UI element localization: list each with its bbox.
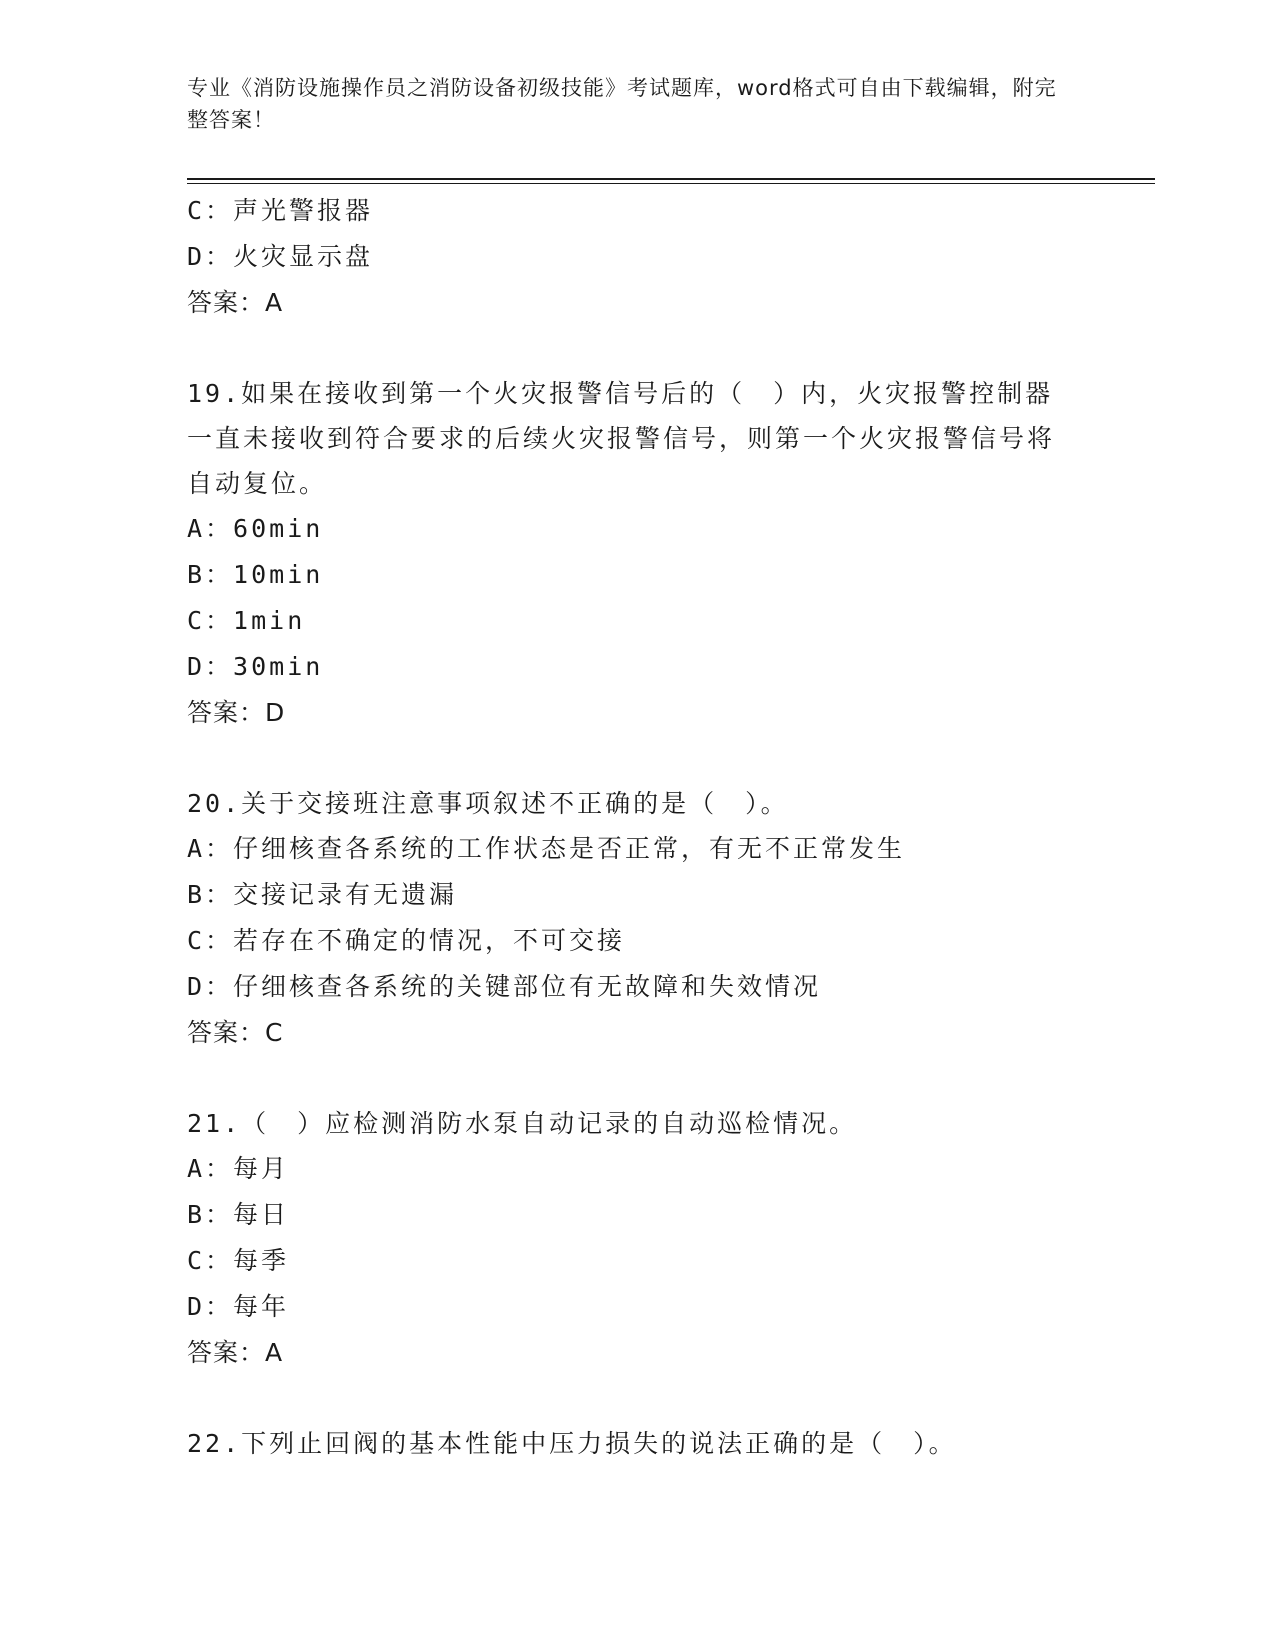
option-c: C：若存在不确定的情况，不可交接: [187, 926, 626, 955]
question-22: [187, 1421, 1087, 1466]
option-b: B：10min: [187, 560, 324, 589]
document-header: 专业《消防设施操作员之消防设备初级技能》考试题库，word格式可自由下载编辑，附完整答案！: [187, 76, 1057, 132]
option-c: C：每季: [187, 1246, 290, 1275]
question-text: 21.（ ）应检测消防水泵自动记录的自动巡检情况。: [187, 1109, 858, 1138]
answer: 答案：A: [187, 288, 284, 317]
option-d: D：每年: [187, 1292, 290, 1321]
header-divider-thin: [187, 183, 1155, 184]
answer: 答案：A: [187, 1338, 284, 1367]
option-c: C：1min: [187, 606, 306, 635]
option-b: B：交接记录有无遗漏: [187, 880, 458, 909]
question-text: 20.关于交接班注意事项叙述不正确的是（ ）。: [187, 789, 789, 818]
question-21: [187, 1101, 1087, 1376]
question-19: [187, 371, 1087, 736]
option-c: C：声光警报器: [187, 196, 374, 225]
option-d: D：仔细核查各系统的关键部位有无故障和失效情况: [187, 972, 822, 1001]
option-a: A：60min: [187, 514, 324, 543]
option-b: B：每日: [187, 1200, 290, 1229]
question-20: [187, 781, 1087, 1056]
option-a: A：仔细核查各系统的工作状态是否正常，有无不正常发生: [187, 834, 906, 863]
option-d: D：火灾显示盘: [187, 242, 374, 271]
question-content: [187, 188, 1087, 1466]
question-text: 22.下列止回阀的基本性能中压力损失的说法正确的是（ ）。: [187, 1429, 957, 1458]
header-divider-thick: [187, 178, 1155, 180]
answer: 答案：D: [187, 698, 286, 727]
question-text: 19.如果在接收到第一个火灾报警信号后的（ ）内，火灾报警控制器一直未接收到符合要求的后续火灾报警信号，则第一个火灾报警信号将自动复位。: [187, 379, 1056, 498]
answer: 答案：C: [187, 1018, 284, 1047]
option-d: D：30min: [187, 652, 324, 681]
option-a: A：每月: [187, 1154, 290, 1183]
prev-question-tail: [187, 188, 1087, 326]
